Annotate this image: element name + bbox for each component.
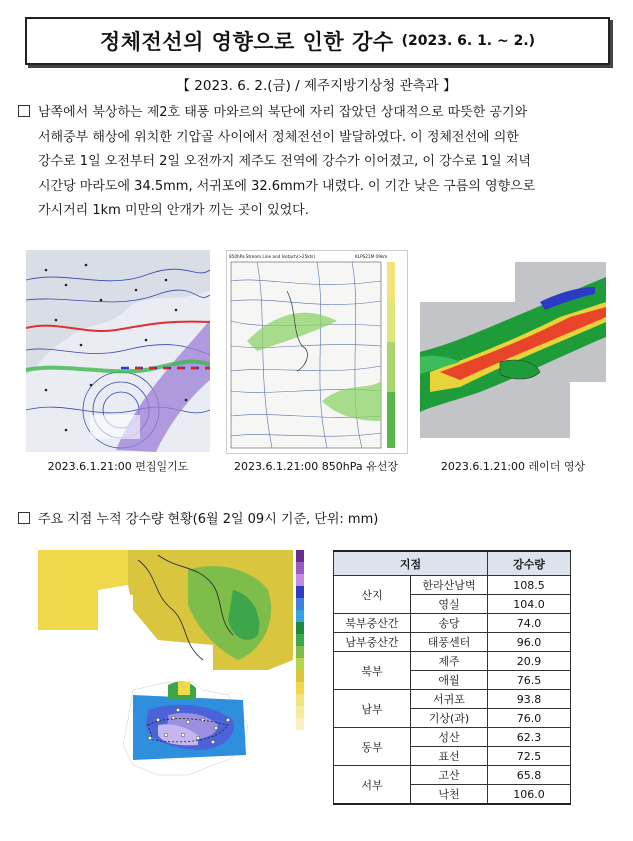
rainfall-cell: 108.5	[488, 576, 571, 595]
station-cell: 애월	[411, 671, 488, 690]
region-cell: 북부	[334, 652, 411, 690]
station-cell: 성산	[411, 728, 488, 747]
rainfall-header: 강수량	[488, 551, 571, 576]
station-cell: 낙천	[411, 785, 488, 805]
region-cell: 남부중산간	[334, 633, 411, 652]
station-cell: 고산	[411, 766, 488, 785]
rainfall-cell: 96.0	[488, 633, 571, 652]
station-cell: 표선	[411, 747, 488, 766]
table-row	[334, 766, 571, 785]
station-cell: 서귀포	[411, 690, 488, 709]
table-row	[334, 652, 571, 671]
weather-chart-image	[26, 250, 210, 452]
title-date: (2023. 6. 1. ~ 2.)	[401, 33, 536, 49]
table-row	[334, 728, 571, 747]
station-cell: 기상(과)	[411, 709, 488, 728]
rainfall-cell: 20.9	[488, 652, 571, 671]
para-line-5: 가시거리 1km 미만의 안개가 끼는 곳이 있었다.	[38, 203, 309, 218]
region-cell: 서부	[334, 766, 411, 805]
region-cell: 남부	[334, 690, 411, 728]
para-line-4: 시간당 마라도에 34.5mm, 서귀포에 32.6mm가 내렸다. 이 기간 낮은 구름의 영향으로	[38, 178, 536, 194]
streamline-header-right: KLPS21M 09km	[355, 254, 388, 259]
para-line-3: 강수로 1일 오전부터 2일 오전까지 제주도 전역에 강수가 이어졌고, 이 강수로 1일 저녁	[38, 154, 531, 169]
radar-image	[420, 262, 606, 438]
section2-heading-text: 주요 지점 누적 강수량 현황(6월 2일 09시 기준, 단위: mm)	[38, 512, 379, 527]
subtitle: 【 2023. 6. 2.(금) / 제주지방기상청 관측과 】	[176, 78, 457, 94]
para-line-2: 서해중부 해상에 위치한 기압골 사이에서 정체전선이 발달하였다. 이 정체전선에 의한	[38, 129, 519, 145]
title-box	[25, 17, 610, 65]
rainfall-cell: 106.0	[488, 785, 571, 805]
rainfall-cell: 65.8	[488, 766, 571, 785]
rainfall-map-image	[38, 550, 310, 812]
region-cell: 산지	[334, 576, 411, 614]
streamline-header-left: 850hPa Stream Line and Isotach(>25kts)	[229, 254, 316, 259]
para-line-1: 남쪽에서 북상하는 제2호 태풍 마와르의 북단에 자리 잡았던 상대적으로 따뜻한 공기와	[38, 105, 528, 120]
weather-chart-caption: 2023.6.1.21:00 편집일기도	[47, 460, 189, 473]
rainfall-cell: 104.0	[488, 595, 571, 614]
rainfall-cell: 76.0	[488, 709, 571, 728]
station-header: 지점	[334, 551, 488, 576]
region-cell: 동부	[334, 728, 411, 766]
station-cell: 한라산남벽	[411, 576, 488, 595]
table-row	[334, 633, 571, 652]
table-row	[334, 614, 571, 633]
bullet-box-icon	[18, 105, 30, 117]
radar-caption: 2023.6.1.21:00 레이더 영상	[440, 460, 586, 473]
station-cell: 송당	[411, 614, 488, 633]
region-cell: 북부중산간	[334, 614, 411, 633]
page-title: 정체전선의 영향으로 인한 강수	[99, 30, 394, 54]
station-cell: 태풍센터	[411, 633, 488, 652]
rainfall-cell: 74.0	[488, 614, 571, 633]
streamline-caption: 2023.6.1.21:00 850hPa 유선장	[234, 460, 398, 473]
bullet-box-icon	[18, 512, 30, 524]
station-cell: 제주	[411, 652, 488, 671]
streamline-image	[226, 250, 408, 454]
rainfall-table	[333, 550, 571, 805]
rainfall-cell: 76.5	[488, 671, 571, 690]
rainfall-section-heading	[18, 508, 378, 527]
table-row	[334, 690, 571, 709]
rainfall-cell: 93.8	[488, 690, 571, 709]
station-cell: 영실	[411, 595, 488, 614]
rainfall-cell: 62.3	[488, 728, 571, 747]
summary-paragraph	[18, 101, 618, 224]
table-row	[334, 576, 571, 595]
rainfall-cell: 72.5	[488, 747, 571, 766]
